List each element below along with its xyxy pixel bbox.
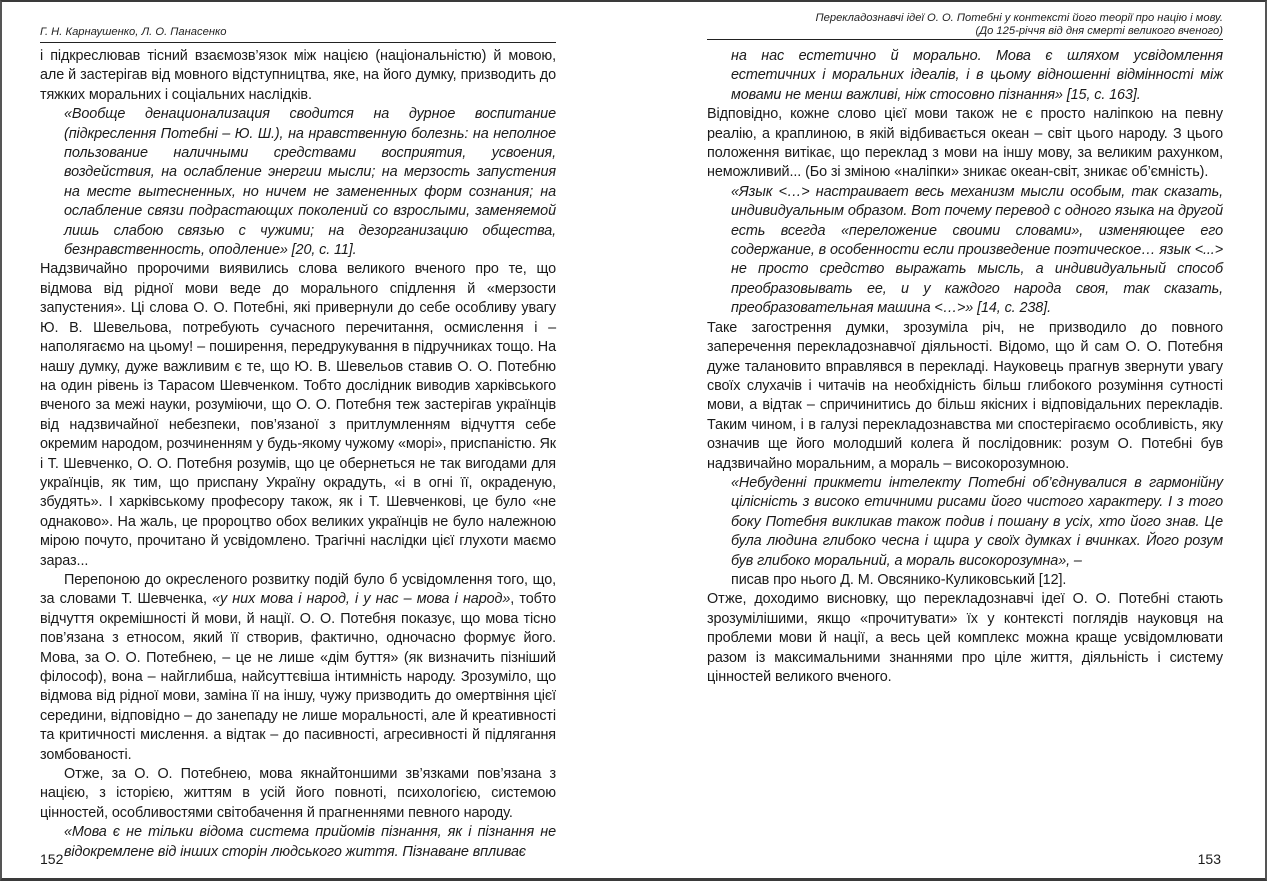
right-page-body (707, 47, 1223, 687)
right-page (707, 2, 1223, 878)
block-quote: «Вообще денационализация сводится на дурное воспитание (підкреслення Потебні – Ю. Ш.), на нравственную болезнь: на неполное пользование наличными средствами восприятия, усвоения, воздействия, на ослабление энергии мысли; на мерзость запустения на месте вытесненных, но ничем не замененных форм сознания; на ослабление связи подрастающих поколений со взрослыми, заменяемой лишь слабою связью с чужими; на дезорганизацию общества, безнравственность, оподление» [20, с. 11]. (64, 106, 556, 259)
paragraph: і підкреслював тісний взаємозв’язок між нацією (національністю) й мовою, але й застерігав від мовного відступництва, яке, на його думку, призводить до тяжких моральних і соціальних наслідків. (40, 48, 556, 103)
block-quote: «Мова є не тільки відома система прийомів пізнання, як і пізнання не відокремлене від інших сторін людського життя. Пізнаване впливає (64, 824, 556, 860)
running-head-subtitle-line: (До 125-річчя від дня смерті великого вченого) (975, 24, 1223, 37)
running-head-authors (40, 26, 556, 43)
paragraph-text: , тобто відчуття окремішності й мови, й нації. О. О. Потебня показує, що мова тісно пов’язана з етносом, який її створив, фактично, одночасно формує його. Мова, за О. О. Потебнею, – це не лише «дім буття» (як визначить пізніший філософ), вона – найглибша, найсуттєвіша інтимність народу. Зрозуміло, що відмова від рідної мови, заміна її на іншу, чужу призводить до омертвіння цієї середини, відповідно – до занепаду не лише моральності, але й креативності та критичності мислення. а відтак – до пасивності, агресивності й підлягання зомбованості. (40, 591, 556, 763)
running-head-title (707, 12, 1223, 40)
quote-attribution: писав про нього Д. М. Овсянико-Куликовський [12]. (731, 571, 1067, 588)
running-head-authors-text: Г. Н. Карнаушенко, Л. О. Панасенко (40, 26, 227, 38)
paragraph-text: Перепоною до окресленого розвитку подій було б усвідомлення того, що, за словами Т. Шевченка, (40, 571, 556, 608)
left-page (40, 2, 556, 878)
paragraph (40, 571, 556, 765)
paragraph: Відповідно, кожне слово цієї мови також не є просто наліпкою на певну реалію, а краплиною, в якій відбивається океан – світ цього народу. З цього положення витікає, що переклад з мови на іншу мову, за великим рахунком, неможливий... (Бо зі зміною «наліпки» зникає океан-світ, зникає об’ємність). (707, 106, 1223, 181)
inline-quote: «у них мова і народ, і у нас – мова і народ» (212, 591, 511, 608)
paragraph: Таке загострення думки, зрозуміла річ, не призводило до повного заперечення перекладознавчої діяльності. Відомо, що й сам О. О. Потебня дуже талановито вправлявся в перекладі. Науковець прагнув звернути увагу своїх слухачів і читачів на необхідність більш глибокого розуміння сутності мови, а відтак – спричинитись до більш якісних і відповідальних перекладів. Таким чином, і в галузі перекладознавства ми спостерігаємо особливість, яку означив ще його молодший колега й послідовник: розум О. Потебні був надзвичайно моральним, а мораль – високорозумною. (707, 319, 1223, 472)
paragraph: Отже, за О. О. Потебнею, мова якнайтоншими зв’язками пов’язана з нацією, з історією, життям в усій його повноті, психологією, системою цінностей, особливостями світобачення й прагненнями певного народу. (40, 766, 556, 821)
page-number: 153 (1197, 851, 1221, 867)
block-quote: «Небуденні прикмети інтелекту Потебні об’єднувалися в гармонійну цілісність з високо етичними рисами його чистого характеру. І з того боку Потебня викликав також подив і пошану в усіх, хто його знав. Це була людина глибоко чесна і щира у своїх думках і вчинках. Його розум був глибоко моральний, а мораль високорозумна», – (731, 474, 1223, 569)
left-page-body (40, 47, 556, 862)
page-number: 152 (40, 851, 64, 867)
block-quote: «Язык <…> настраивает весь механизм мысли особым, так сказать, индивидуальным образом. Вот почему перевод с одного языка на другой есть всегда «переложение своими словами», изменяющее его содержание, в особенности если произведение поэтическое… язык <...> не просто средство выражать мысль, а индивидуальный способ преобразовывать ее, и у каждого народа своя, так сказать, преобразовательная машина <…>» [14, с. 238]. (731, 183, 1223, 317)
paragraph: Отже, доходимо висновку, що перекладознавчі ідеї О. О. Потебні стають зрозумілішими, якщо «прочитувати» їх у контексті поглядів науковця на проблеми мови й нації, а весь цей комплекс можна краще усвідомлювати разом із максимальними знаннями про ціле життя, діяльність і систему цінностей великого вченого. (707, 591, 1223, 685)
running-head-title-line: Перекладознавчі ідеї О. О. Потебні у контексті його теорії про націю і мову. (815, 12, 1223, 24)
paragraph: Надзвичайно пророчими виявились слова великого вченого про те, що відмова від рідної мови веде до морального спідлення й «мерзости запустения». Ці слова О. О. Потебні, які привернули до себе особливу увагу Ю. В. Шевельова, потребують сучасного перечитання, осмислення і – наполягаємо на цьому! – поширення, передрукування в підручниках тощо. На нашу думку, дуже важливим є те, що Ю. В. Шевельов ставив О. О. Потебню на один рівень із Тарасом Шевченком. Тобто дослідник виводив харківського вченого за межі науки, розуміючи, що О. О. Потебня теж застерігав українців від надзвичайної небезпеки, пов’язаної з притлумленням відчуття себе окремим народом, розчиненням у будь-якому чужому «морі», приспаністю. Як і Т. Шевченко, О. О. Потебня розумів, що це обернеться не так вигодами для українців, як тим, що приспану Україну окрадуть, «і в огні її, окраденую, збудять». І харківському професору також, як і Т. Шевченкові, це було «не однаково». На жаль, це пророцтво обох великих українців не було належною мірою почуто, прочитано й усвідомлено. Трагічні наслідки цієї глухоти маємо зараз... (40, 261, 556, 569)
block-quote: на нас естетично й морально. Мова є шляхом усвідомлення естетичних і моральних ідеалів, і в цьому відношенні відмінності між мовами не менш важливі, ніж стосовно пізнання» [15, с. 163]. (731, 48, 1223, 103)
